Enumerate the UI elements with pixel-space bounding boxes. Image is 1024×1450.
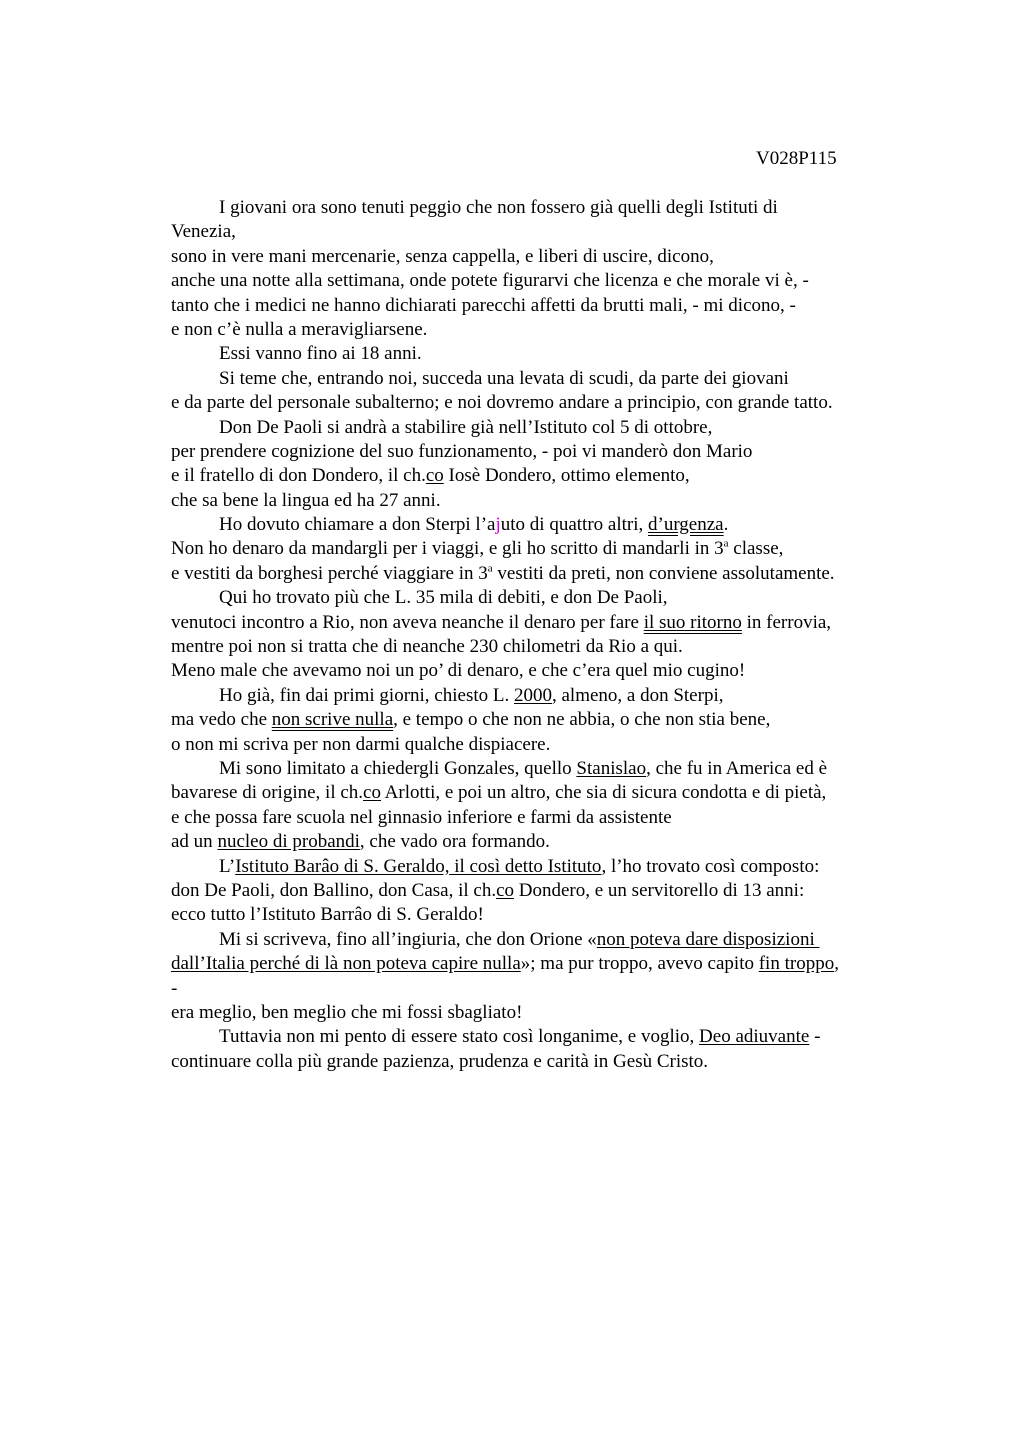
underlined-text: 2000 — [513, 684, 552, 706]
text-line: anche una notte alla settimana, onde potete figurarvi che licenza e che morale vi è, - — [171, 270, 809, 292]
underlined-text: Deo adiuvante — [699, 1026, 810, 1048]
text-line: ecco tutto l’Istituto Barrâo di S. Geraldo! — [171, 904, 484, 926]
underlined-text: co — [496, 879, 515, 901]
text-line: era meglio, ben meglio che mi fossi sbagliato! — [171, 1001, 523, 1023]
text-line: don De Paoli, don Ballino, don Casa, il ch.co Dondero, e un servitorello di 13 anni: — [171, 879, 805, 901]
underlined-text: co — [363, 782, 381, 804]
text-line: ad un nucleo di probandi, che vado ora formando. — [171, 831, 550, 853]
text-line: bavarese di origine, il ch.co Arlotti, e poi un altro, che sia di sicura condotta e di pietà, — [171, 782, 827, 804]
underlined-text: fin troppo — [758, 953, 835, 975]
text-line: Don De Paoli si andrà a stabilire già nell’Istituto col 5 di ottobre, — [219, 416, 713, 438]
text-line: Ho già, fin dai primi giorni, chiesto L. 2000, almeno, a don Sterpi, — [219, 684, 724, 706]
underlined-text: non poteva dare disposizioni — [596, 928, 820, 950]
text-line: e che possa fare scuola nel ginnasio inferiore e farmi da assistente — [171, 806, 672, 828]
text-line: L’Istituto Barâo di S. Geraldo, il così detto Istituto, l’ho trovato così composto: — [219, 855, 820, 877]
text-line: Meno male che avevamo noi un po’ di denaro, e che c’era quel mio cugino! — [171, 660, 746, 682]
document-reference: V028P115 — [756, 148, 837, 169]
text-line: per prendere cognizione del suo funzionamento, - poi vi manderò don Mario — [171, 440, 753, 462]
text-line: mentre poi non si tratta che di neanche 230 chilometri da Rio a qui. — [171, 636, 683, 658]
double-underlined-text: non scrive nulla — [271, 709, 394, 731]
letter-body — [171, 196, 911, 1074]
text-line: venutoci incontro a Rio, non aveva neanche il denaro per fare il suo ritorno in ferrovia, — [171, 611, 832, 633]
text-line: Si teme che, entrando noi, succeda una levata di scudi, da parte dei giovani — [219, 367, 789, 389]
text-line: o non mi scriva per non darmi qualche dispiacere. — [171, 733, 551, 755]
underlined-text: Stanislao — [576, 757, 647, 779]
underlined-text: dall’Italia perché di là non poteva capire nulla — [171, 953, 521, 975]
text-line: I giovani ora sono tenuti peggio che non fossero già quelli degli Istituti di — [219, 197, 778, 218]
text-line: continuare colla più grande pazienza, prudenza e carità in Gesù Cristo. — [171, 1050, 709, 1072]
text-line: ma vedo che non scrive nulla, e tempo o che non ne abbia, o che non stia bene, — [171, 709, 771, 731]
text-line: e da parte del personale subalterno; e noi dovremo andare a principio, con grande tatto. — [171, 392, 833, 414]
text-line: Essi vanno fino ai 18 anni. — [219, 343, 422, 365]
text-line: Mi sono limitato a chiedergli Gonzales, quello Stanislao, che fu in America ed è — [219, 757, 828, 779]
double-underlined-text: il suo ritorno — [643, 611, 742, 633]
underlined-text: nucleo di probandi — [217, 831, 360, 853]
underlined-text: Istituto Barâo di S. Geraldo, il così detto Istituto — [235, 855, 602, 877]
text-line: dall’Italia perché di là non poteva capire nulla»; ma pur troppo, avevo capito fin troppo, — [171, 953, 839, 975]
double-underlined-text: d’urgenza — [648, 514, 724, 536]
text-line: e il fratello di don Dondero, il ch.co Iosè Dondero, ottimo elemento, — [171, 465, 690, 487]
underlined-text: co — [425, 465, 444, 487]
text-line: Venezia, — [171, 221, 236, 243]
text-line: Non ho denaro da mandargli per i viaggi, e gli ho scritto di mandarli in 3$^a$ classe, — [171, 538, 784, 560]
text-line: e non c’è nulla a meravigliarsene. — [171, 318, 428, 340]
highlighted-letter: j — [495, 514, 501, 536]
text-line: sono in vere mani mercenarie, senza cappella, e liberi di uscire, dicono, — [171, 245, 714, 267]
text-line: Tuttavia non mi pento di essere stato così longanime, e voglio, Deo adiuvante - — [219, 1026, 821, 1048]
text-line: che sa bene la lingua ed ha 27 anni. — [171, 489, 441, 511]
text-line: e vestiti da borghesi perché viaggiare in 3$^a$ vestiti da preti, non conviene assolutamente. — [171, 562, 835, 584]
text-line: Mi si scriveva, fino all’ingiuria, che don Orione «non poteva dare disposizioni — [219, 928, 820, 950]
text-line: tanto che i medici ne hanno dichiarati parecchi affetti da brutti mali, - mi dicono, - — [171, 294, 796, 316]
text-line: Ho dovuto chiamare a don Sterpi l’ajuto di quattro altri, d’urgenza. — [219, 514, 729, 536]
text-line: - — [171, 977, 178, 999]
text-line: Qui ho trovato più che L. 35 mila di debiti, e don De Paoli, — [219, 587, 668, 609]
